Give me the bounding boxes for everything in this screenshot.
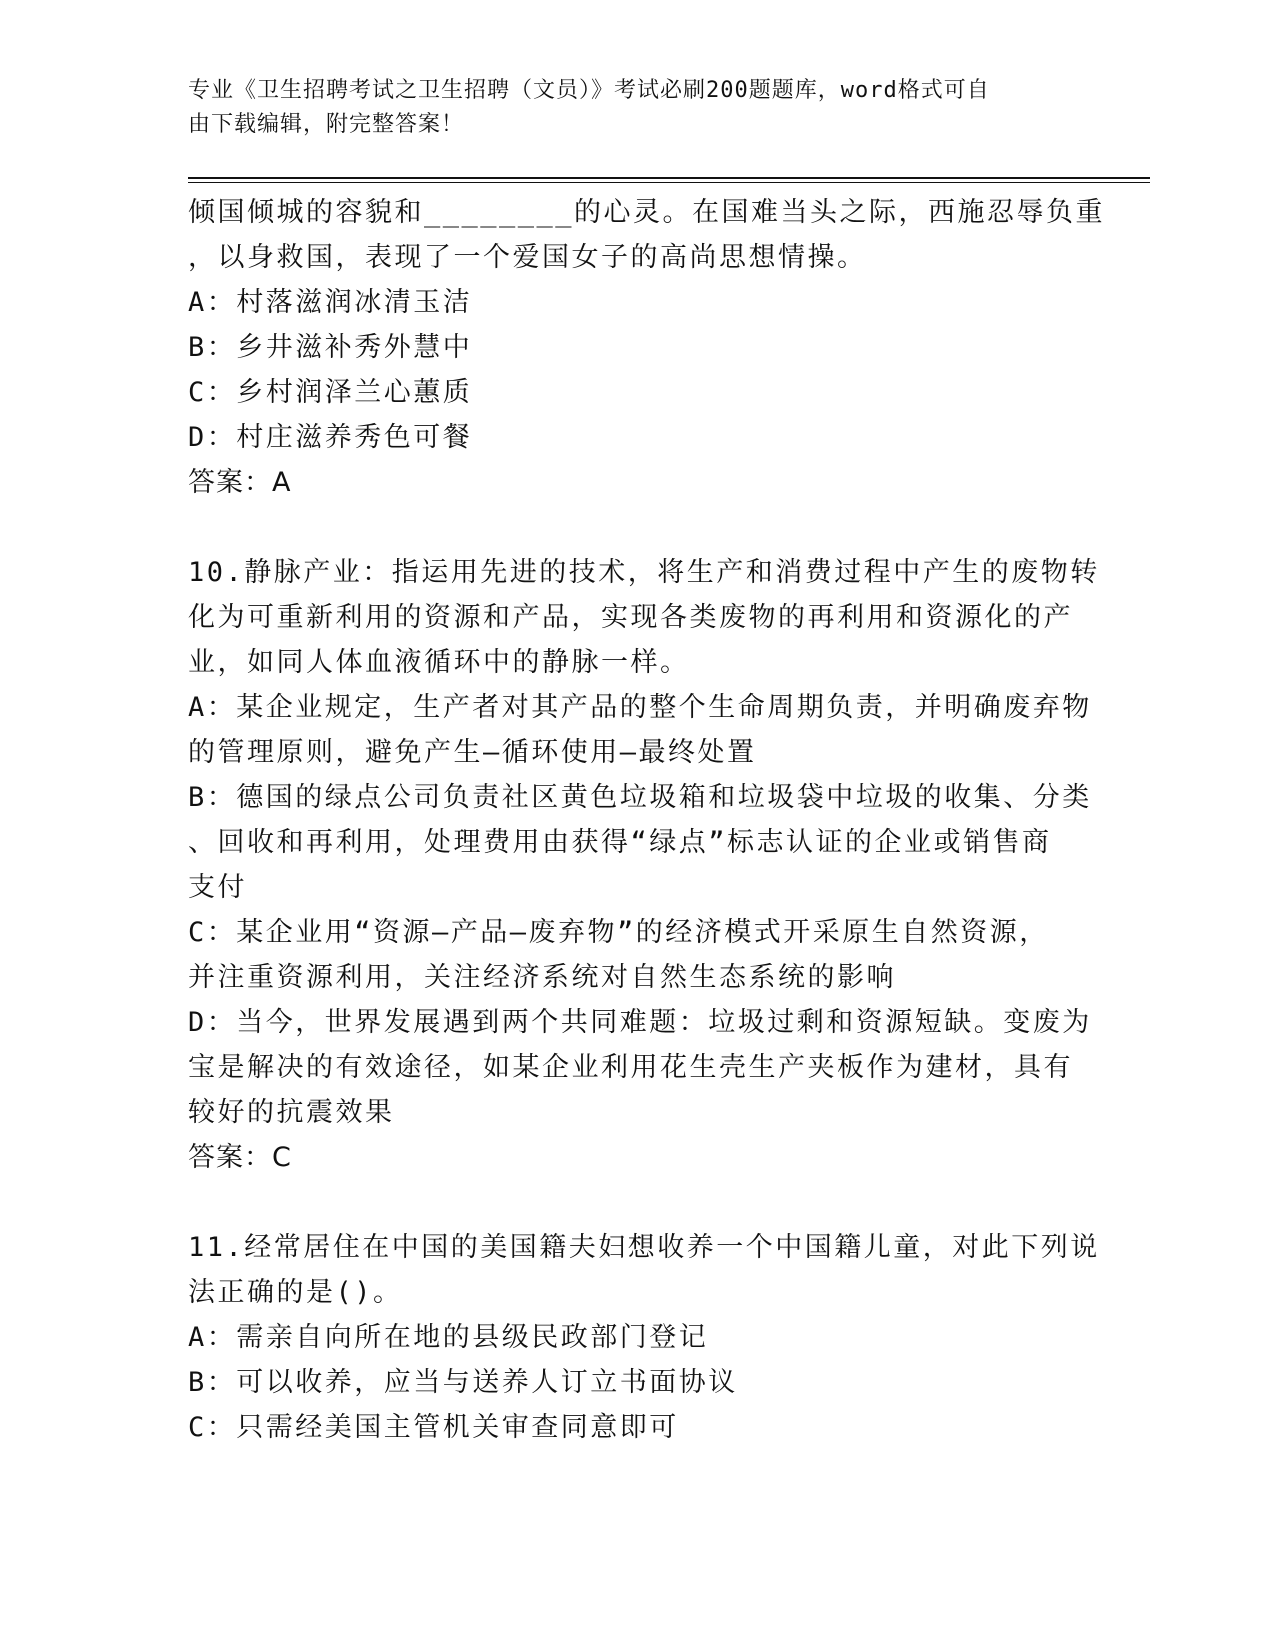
answer-label: 答案：C — [188, 1142, 292, 1173]
header-line-1: 专业《卫生招聘考试之卫生招聘（文员）》考试必刷200题题库，word格式可自 — [188, 78, 990, 103]
option-c: C：乡村润泽兰心蕙质 — [188, 377, 473, 408]
option-d: D：当今，世界发展遇到两个共同难题：垃圾过剩和资源短缺。变废为 — [188, 1007, 1092, 1038]
option-c: C：某企业用“资源—产品—废弃物”的经济模式开采原生自然资源， — [188, 917, 1049, 948]
question-stem-line: 化为可重新利用的资源和产品，实现各类废物的再利用和资源化的产 — [188, 602, 1073, 633]
option-a: A：需亲自向所在地的县级民政部门登记 — [188, 1322, 709, 1353]
question-stem-line: 法正确的是()。 — [188, 1277, 403, 1308]
document-header — [188, 74, 1068, 142]
question-item — [188, 1225, 1100, 1450]
option-d-continued: 较好的抗震效果 — [188, 1097, 395, 1128]
answer-label: 答案：A — [188, 467, 292, 498]
option-b: B：德国的绿点公司负责社区黄色垃圾箱和垃圾袋中垃圾的收集、分类 — [188, 782, 1092, 813]
option-c-continued: 并注重资源利用，关注经济系统对自然生态系统的影响 — [188, 962, 896, 993]
header-divider-thick — [188, 177, 1150, 179]
question-item — [188, 190, 1106, 505]
option-b-continued: 、回收和再利用，处理费用由获得“绿点”标志认证的企业或销售商 — [188, 827, 1052, 858]
question-list — [188, 190, 1106, 1450]
question-stem-line: 11.经常居住在中国的美国籍夫妇想收养一个中国籍儿童，对此下列说 — [188, 1232, 1100, 1263]
question-spacer — [188, 505, 1068, 550]
question-item — [188, 550, 1100, 1180]
header-line-2: 由下载编辑，附完整答案！ — [188, 112, 465, 137]
question-stem-line: 倾国倾城的容貌和________的心灵。在国难当头之际，西施忍辱负重 — [188, 197, 1106, 228]
question-stem-line: 业，如同人体血液循环中的静脉一样。 — [188, 647, 690, 678]
option-b: B：可以收养，应当与送养人订立书面协议 — [188, 1367, 738, 1398]
question-spacer — [188, 1180, 1068, 1225]
question-stem-line: ，以身救国，表现了一个爱国女子的高尚思想情操。 — [188, 242, 867, 273]
option-d-continued: 宝是解决的有效途径，如某企业利用花生壳生产夹板作为建材，具有 — [188, 1052, 1073, 1083]
question-stem-line: 10.静脉产业：指运用先进的技术，将生产和消费过程中产生的废物转 — [188, 557, 1100, 588]
option-d: D：村庄滋养秀色可餐 — [188, 422, 473, 453]
header-divider-thin — [188, 182, 1150, 183]
option-b: B：乡井滋补秀外慧中 — [188, 332, 473, 363]
option-a: A：某企业规定，生产者对其产品的整个生命周期负责，并明确废弃物 — [188, 692, 1092, 723]
option-a: A：村落滋润冰清玉洁 — [188, 287, 473, 318]
option-a-continued: 的管理原则，避免产生—循环使用—最终处置 — [188, 737, 757, 768]
option-c: C：只需经美国主管机关审查同意即可 — [188, 1412, 679, 1443]
option-b-continued: 支付 — [188, 872, 247, 903]
